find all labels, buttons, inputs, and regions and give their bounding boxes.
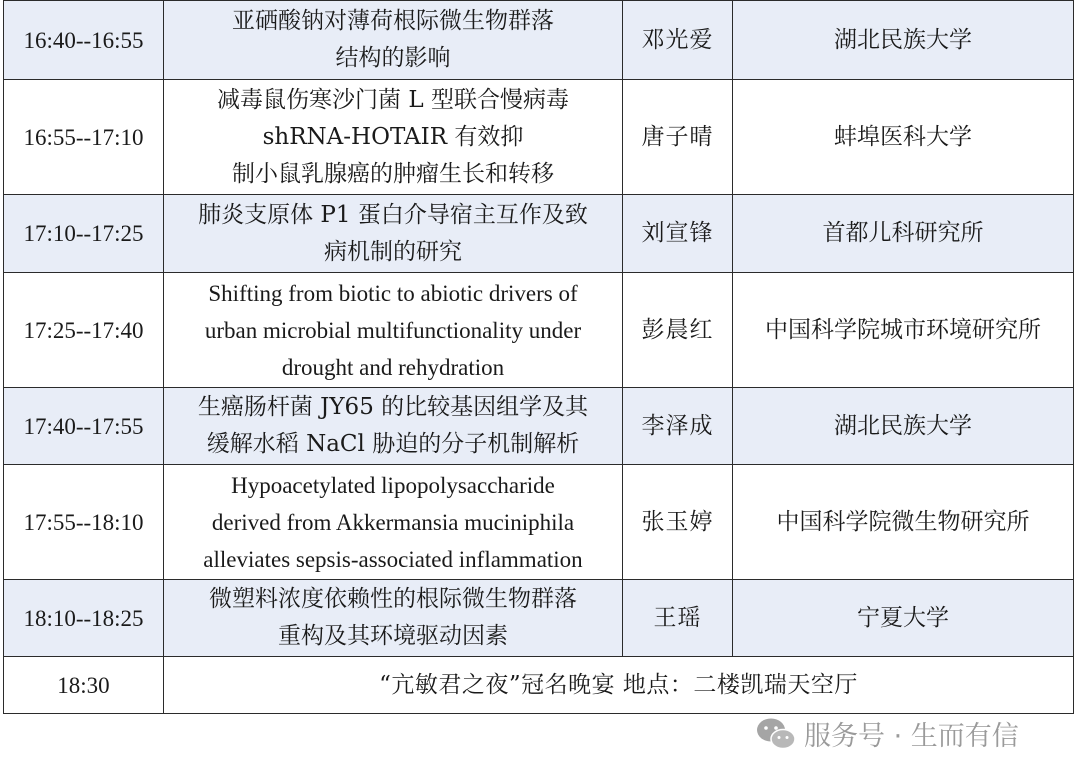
speaker-cell: 王瑶	[623, 580, 733, 657]
time-cell: 17:55--18:10	[4, 465, 164, 580]
title-line: 减毒鼠伤寒沙门菌 L 型联合慢病毒	[217, 86, 569, 113]
time-cell: 18:10--18:25	[4, 580, 164, 657]
speaker-cell: 刘宣锋	[623, 195, 733, 273]
title-cell	[164, 580, 623, 657]
title-cell	[164, 1, 623, 80]
affiliation-cell: 宁夏大学	[733, 580, 1074, 657]
title-cell	[164, 465, 623, 580]
title-line: Shifting from biotic to abiotic drivers of	[208, 280, 578, 306]
time-cell: 18:30	[4, 657, 164, 714]
title-line: 缓解水稻 NaCl 胁迫的分子机制解析	[206, 431, 580, 457]
speaker-cell: 张玉婷	[623, 465, 733, 580]
affiliation-cell: 蚌埠医科大学	[733, 80, 1074, 195]
table-row	[4, 80, 1074, 195]
dinner-row	[4, 657, 1074, 714]
title-line: derived from Akkermansia muciniphila	[211, 509, 575, 535]
title-line: shRNA-HOTAIR 有效抑	[262, 123, 524, 150]
affiliation-cell: 中国科学院微生物研究所	[733, 465, 1074, 580]
table-row	[4, 273, 1074, 388]
table-row	[4, 465, 1074, 580]
time-cell: 17:40--17:55	[4, 388, 164, 465]
title-line: 生癌肠杆菌 JY65 的比较基因组学及其	[197, 394, 589, 420]
time-cell: 17:10--17:25	[4, 195, 164, 273]
time-cell: 16:55--17:10	[4, 80, 164, 195]
speaker-cell: 彭晨红	[623, 273, 733, 388]
watermark-text: 服务号 · 生而有信	[804, 721, 1019, 752]
wechat-icon	[756, 717, 796, 751]
speaker-cell: 李泽成	[623, 388, 733, 465]
speaker-cell: 邓光爱	[623, 1, 733, 80]
speaker-cell: 唐子晴	[623, 80, 733, 195]
table-row	[4, 580, 1074, 657]
table-row	[4, 388, 1074, 465]
title-line: 微塑料浓度依赖性的根际微生物群落	[209, 586, 577, 612]
time-cell: 17:25--17:40	[4, 273, 164, 388]
title-line: 肺炎支原体 P1 蛋白介导宿主互作及致	[198, 201, 588, 228]
title-line: 病机制的研究	[324, 238, 462, 265]
title-line: 制小鼠乳腺癌的肿瘤生长和转移	[232, 160, 554, 187]
title-line: 重构及其环境驱动因素	[278, 623, 508, 649]
affiliation-cell: 中国科学院城市环境研究所	[733, 273, 1074, 388]
affiliation-cell: 湖北民族大学	[733, 388, 1074, 465]
time-cell: 16:40--16:55	[4, 1, 164, 80]
title-cell	[164, 388, 623, 465]
title-line: 结构的影响	[335, 45, 451, 71]
title-line: alleviates sepsis-associated inflammation	[203, 546, 583, 572]
title-line: urban microbial multifunctionality under	[204, 317, 582, 343]
schedule-table	[3, 0, 1074, 714]
title-line: drought and rehydration	[281, 354, 505, 380]
affiliation-cell: 首都儿科研究所	[733, 195, 1074, 273]
affiliation-cell: 湖北民族大学	[733, 1, 1074, 80]
title-cell	[164, 195, 623, 273]
table-row	[4, 1, 1074, 80]
dinner-cell: “亢敏君之夜”冠名晚宴 地点：二楼凯瑞天空厅	[164, 657, 1074, 714]
table-row	[4, 195, 1074, 273]
title-cell	[164, 80, 623, 195]
title-line: Hypoacetylated lipopolysaccharide	[231, 472, 555, 498]
watermark	[756, 714, 1019, 753]
title-line: 亚硒酸钠对薄荷根际微生物群落	[232, 8, 554, 34]
title-cell	[164, 273, 623, 388]
